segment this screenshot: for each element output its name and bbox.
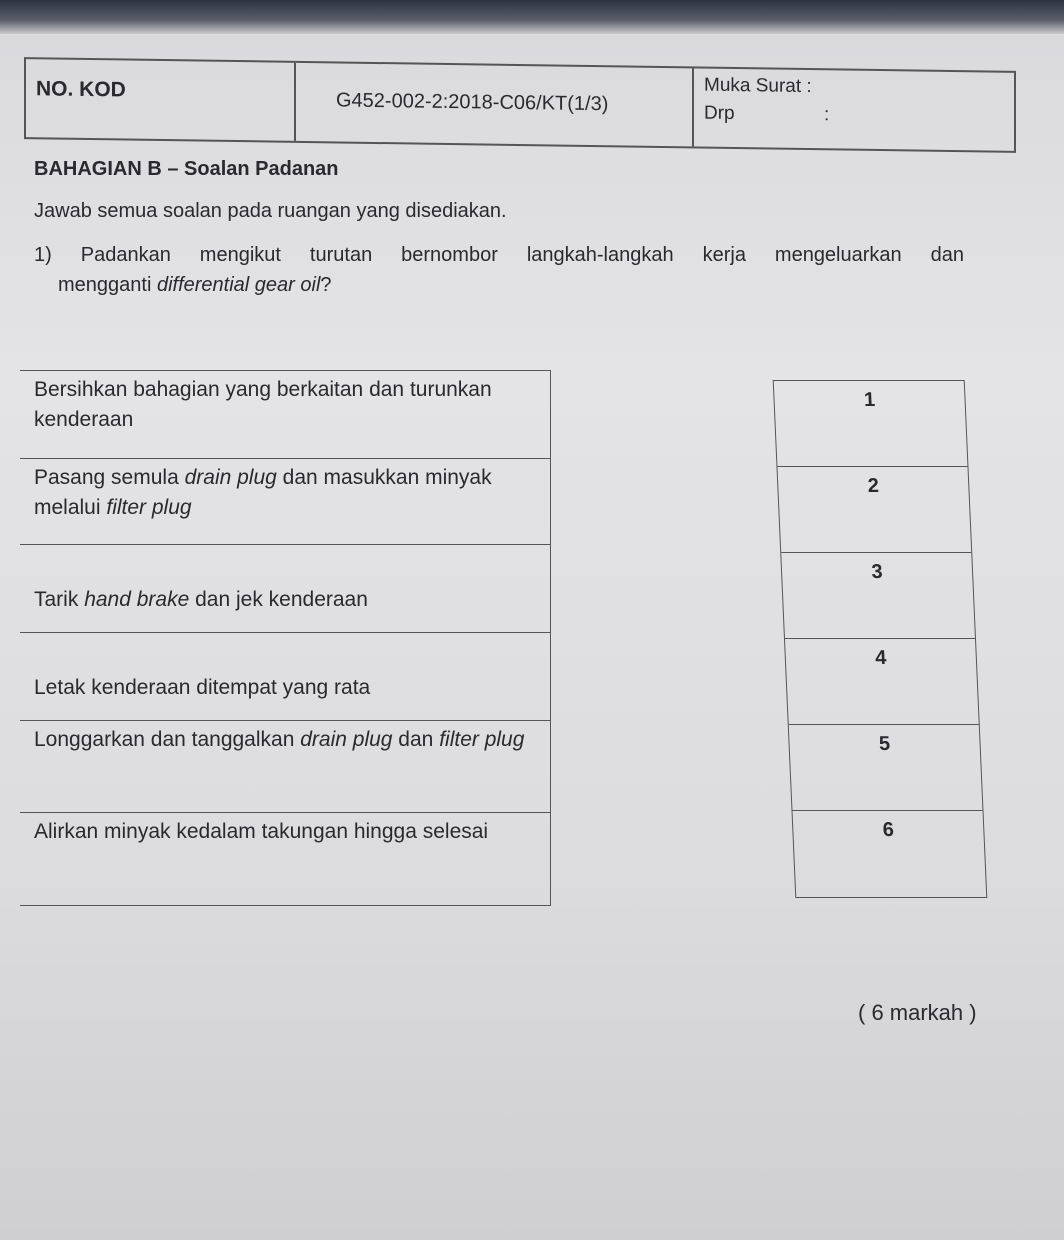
steps-column [20, 370, 551, 906]
document-header-table [24, 57, 1016, 153]
question-line-2 [58, 274, 332, 297]
question-line-1: 1) Padankan mengikut turutan bernombor langkah-langkah kerja mengeluarkan dan [34, 244, 964, 266]
step-text: dan jek kenderaan [189, 588, 368, 611]
step-italic-term: filter plug [439, 728, 525, 751]
answer-number: 3 [871, 561, 884, 583]
answer-number: 6 [882, 819, 895, 841]
step-text: Alirkan minyak kedalam takungan hingga selesai [34, 820, 489, 843]
kod-label: NO. KOD [36, 77, 126, 102]
answer-number: 1 [863, 389, 876, 411]
answer-box[interactable] [785, 639, 979, 725]
marks-label: ( 6 markah ) [858, 1000, 977, 1025]
answer-box[interactable] [777, 467, 971, 553]
answer-box[interactable] [774, 381, 968, 467]
step-text: Bersihkan bahagian yang berkaitan dan turunkan kenderaan [34, 378, 492, 431]
drp-colon: : [824, 104, 830, 126]
step-text: Longgarkan dan tanggalkan [34, 728, 301, 751]
step-text: dan masukkan minyak melalui [34, 466, 492, 519]
step-italic-term: filter plug [106, 496, 192, 519]
question-text: mengganti [58, 274, 157, 296]
step-row [20, 721, 550, 813]
step-text: Letak kenderaan ditempat yang rata [34, 676, 371, 699]
step-text: Tarik [34, 588, 85, 611]
answer-number: 5 [878, 733, 891, 755]
drp-label: Drp [704, 102, 735, 124]
answer-box[interactable] [789, 725, 983, 811]
answer-box[interactable] [793, 811, 987, 897]
step-row [20, 545, 550, 633]
numbers-column [773, 380, 988, 898]
step-italic-term: drain plug [300, 728, 393, 751]
step-text: Pasang semula [34, 466, 185, 489]
photo-background-edge [0, 0, 1064, 34]
instruction: Jawab semua soalan pada ruangan yang disediakan. [34, 200, 507, 222]
step-row [20, 459, 550, 545]
step-row [20, 633, 550, 721]
answer-number: 2 [867, 475, 880, 497]
answer-box[interactable] [781, 553, 975, 639]
step-italic-term: drain plug [184, 466, 277, 489]
question-italic-term: differential gear oil [156, 274, 321, 296]
kod-value: G452-002-2:2018-C06/KT(1/3) [336, 89, 609, 116]
step-text: dan [392, 728, 440, 751]
step-italic-term: hand brake [84, 588, 190, 611]
section-title: BAHAGIAN B – Soalan Padanan [34, 158, 339, 180]
step-row [20, 813, 550, 905]
kod-label-cell [26, 59, 296, 141]
answer-number: 4 [874, 647, 887, 669]
muka-surat-label: Muka Surat : [704, 74, 812, 98]
question-mark: ? [320, 274, 332, 296]
step-row [20, 371, 550, 459]
page-cell [694, 68, 1014, 150]
kod-value-cell [296, 63, 694, 147]
